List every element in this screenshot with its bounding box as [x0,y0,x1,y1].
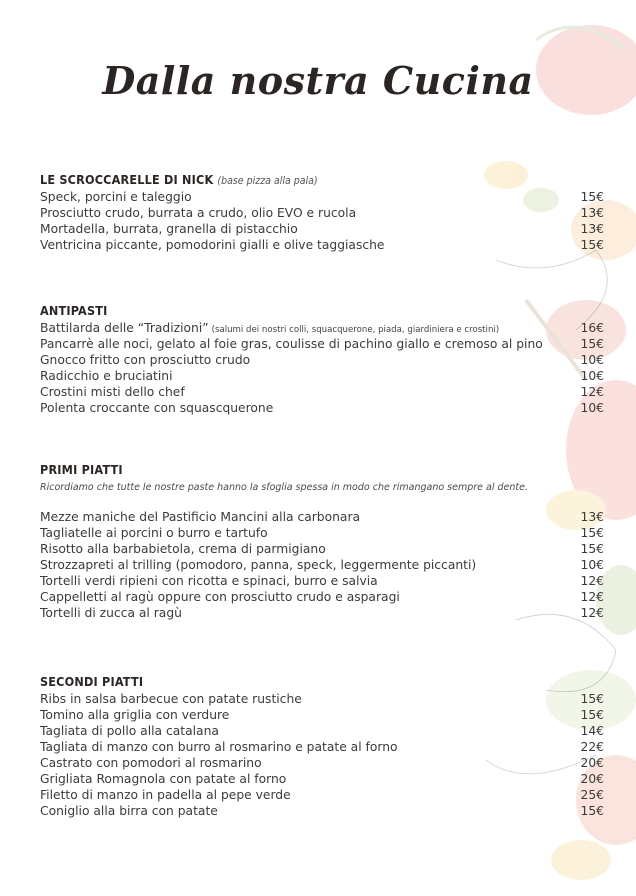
menu-item: Battilarda delle “Tradizioni” (salumi dei nostri colli, squacquerone, piada, giardiniera e crostini) 16€ [40,321,604,335]
section-primi-piatti [40,461,604,621]
menu-item: Castrato con pomodori al rosmarino 20€ [40,756,604,770]
item-price: 15€ [580,238,604,252]
item-price: 12€ [580,590,604,604]
menu-item: Ventricina piccante, pomodorini gialli e olive taggiasche 15€ [40,238,604,252]
section-title: SECONDI PIATTI [40,674,144,689]
item-price: 15€ [580,190,604,204]
item-price: 13€ [580,510,604,524]
item-price: 13€ [580,222,604,236]
section-title: PRIMI PIATTI [40,462,123,477]
menu-item: Mezze maniche del Pastificio Mancini alla carbonara 13€ [40,510,604,524]
item-price: 20€ [580,772,604,786]
menu-item: Tortelli verdi ripieni con ricotta e spinaci, burro e salvia 12€ [40,574,604,588]
item-price: 15€ [580,337,604,351]
menu-item: Gnocco fritto con prosciutto crudo 10€ [40,353,604,367]
menu-item: Risotto alla barbabietola, crema di parmigiano 15€ [40,542,604,556]
page-title: Dalla nostra Cucina [102,58,534,103]
menu-item: Tortelli di zucca al ragù 12€ [40,606,604,620]
item-price: 14€ [580,724,604,738]
item-price: 12€ [580,606,604,620]
menu-item: Coniglio alla birra con patate 15€ [40,804,604,818]
menu-item: Mortadella, burrata, granella di pistacchio 13€ [40,222,604,236]
item-price: 15€ [580,804,604,818]
item-price: 22€ [580,740,604,754]
section-scroccarelle [40,171,604,253]
menu-item: Cappelletti al ragù oppure con prosciutto crudo e asparagi 12€ [40,590,604,604]
menu-item: Ribs in salsa barbecue con patate rustiche 15€ [40,692,604,706]
section-title: ANTIPASTI [40,303,108,318]
item-description: (salumi dei nostri colli, squacquerone, piada, giardiniera e crostini) [211,325,500,335]
menu-item: Radicchio e bruciatini 10€ [40,369,604,383]
item-price: 12€ [580,574,604,588]
item-price: 25€ [580,788,604,802]
menu-item: Prosciutto crudo, burrata a crudo, olio EVO e rucola 13€ [40,206,604,220]
menu-item: Filetto di manzo in padella al pepe verde 25€ [40,788,604,802]
item-price: 15€ [580,542,604,556]
menu-item: Tomino alla griglia con verdure 15€ [40,708,604,722]
item-price: 10€ [580,401,604,415]
section-antipasti [40,302,604,416]
item-price: 10€ [580,353,604,367]
section-secondi-piatti [40,673,604,819]
menu-item: Pancarrè alle noci, gelato al foie gras, coulisse di pachino giallo e cremoso al pino 15€ [40,337,604,351]
menu-item: Strozzapreti al trilling (pomodoro, panna, speck, leggermente piccanti) 10€ [40,558,604,572]
menu-item: Tagliata di pollo alla catalana 14€ [40,724,604,738]
menu-item: Speck, porcini e taleggio 15€ [40,190,604,204]
section-title: LE SCROCCARELLE DI NICK (base pizza alla pala) [40,172,318,187]
item-price: 13€ [580,206,604,220]
item-price: 10€ [580,369,604,383]
section-subtitle: Ricordiamo che tutte le nostre paste hanno la sfoglia spessa in modo che rimangano sempre al dente. [40,482,528,493]
item-price: 12€ [580,385,604,399]
menu-item: Tagliatelle ai porcini o burro e tartufo 15€ [40,526,604,540]
item-price: 15€ [580,526,604,540]
menu-item: Polenta croccante con squascquerone 10€ [40,401,604,415]
item-price: 16€ [580,321,604,335]
menu-item: Grigliata Romagnola con patate al forno 20€ [40,772,604,786]
item-price: 10€ [580,558,604,572]
item-price: 20€ [580,756,604,770]
item-price: 15€ [580,708,604,722]
section-note: (base pizza alla pala) [217,175,318,187]
menu-item: Tagliata di manzo con burro al rosmarino e patate al forno 22€ [40,740,604,754]
menu-item: Crostini misti dello chef 12€ [40,385,604,399]
item-price: 15€ [580,692,604,706]
